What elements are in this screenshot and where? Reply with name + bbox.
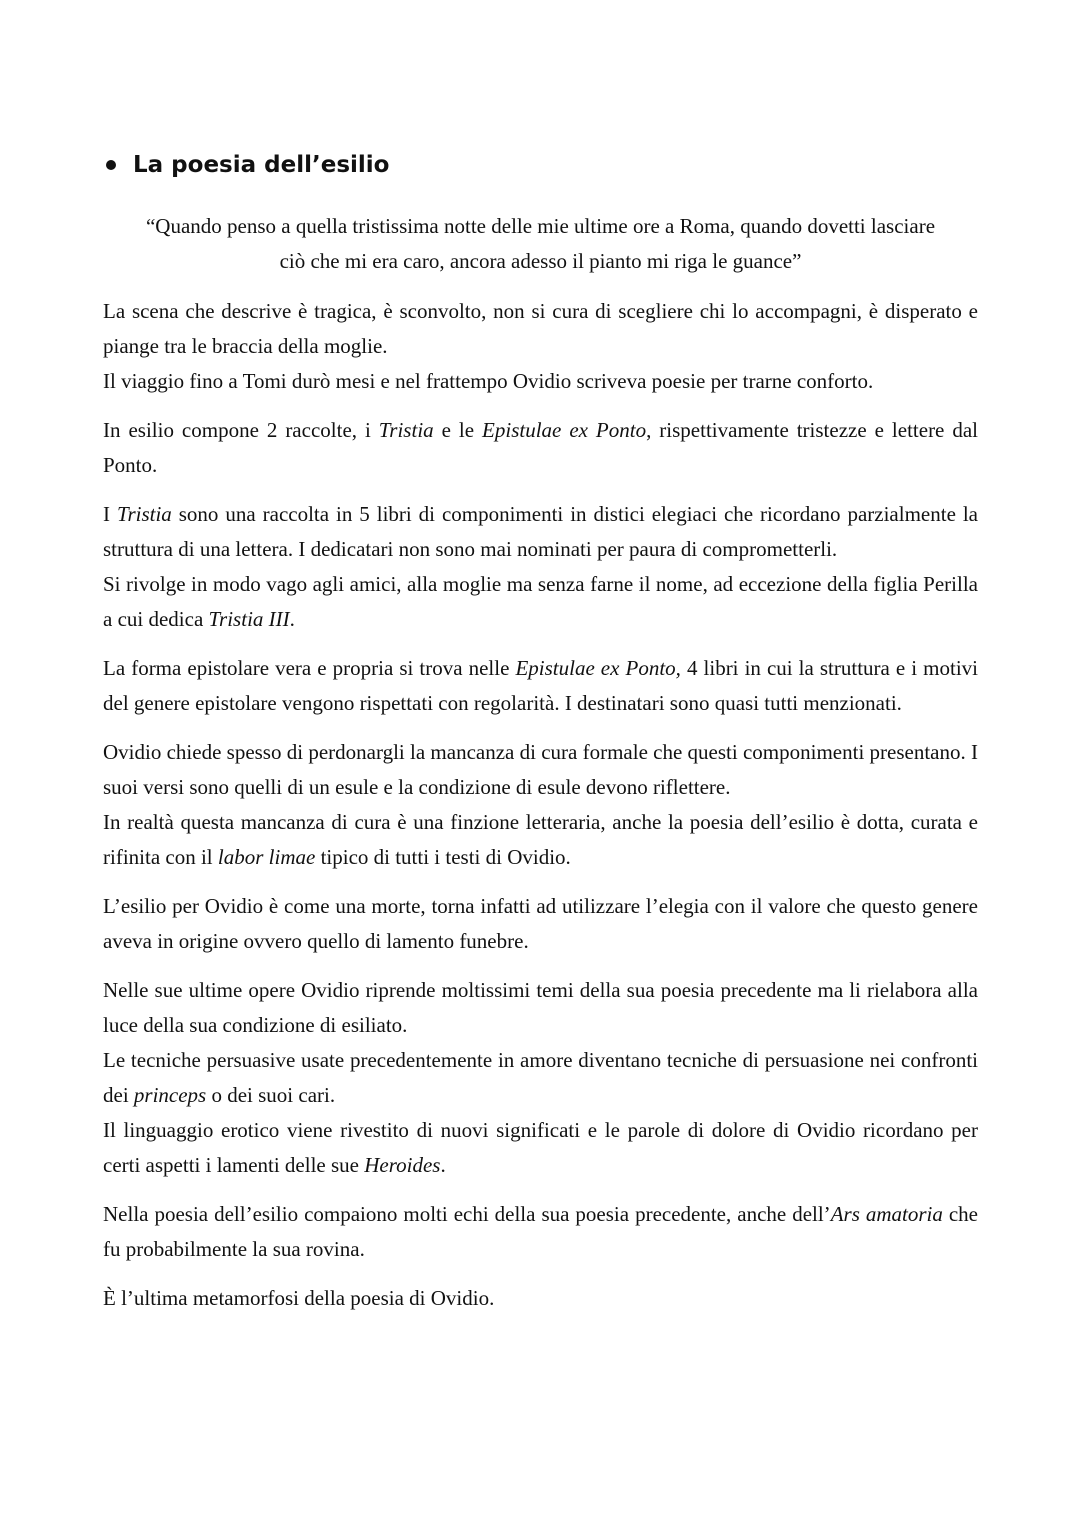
paragraph-1-line-1: La scena che descrive è tragica, è sconvolto, non si cura di scegliere chi lo accompagni, è disperato e piange tra le braccia della moglie. [103, 299, 978, 358]
paragraph-7-text-d: Il linguaggio erotico viene rivestito di nuovi significati e le parole di dolore di Ovidio ricordano per certi aspetti i lamenti delle sue [103, 1118, 978, 1177]
paragraph-7 [103, 973, 978, 1183]
paragraph-3-text-d: Si rivolge in modo vago agli amici, alla moglie ma senza farne il nome, ad eccezione della figlia Perilla a cui dedica [103, 572, 978, 631]
quote-block: “Quando penso a quella tristissima notte delle mie ultime ore a Roma, quando dovetti lasciare ciò che mi era caro, ancora adesso il pianto mi riga le guance” [145, 214, 936, 273]
paragraph-8-text-c: che fu probabilmente la sua rovina. [103, 1202, 978, 1261]
section-heading [103, 145, 978, 185]
title-tristia-iii: Tristia III [208, 607, 290, 631]
paragraph-1 [103, 294, 978, 399]
paragraph-5-line-2 [103, 805, 978, 875]
paragraph-3-text-f: . [289, 607, 295, 631]
title-epistulae: Epistulae ex Ponto [482, 418, 647, 442]
paragraph-4-text-c: 4 libri in cui la struttura e i motivi del genere epistolare vengono rispettati con regolarità. I destinatari sono quasi tutti menzionati. [103, 656, 978, 715]
title-epistulae: Epistulae ex Ponto, [515, 656, 681, 680]
paragraph-1-line-2: Il viaggio fino a Tomi durò mesi e nel frattempo Ovidio scriveva poesie per trarne conforto. [103, 369, 874, 393]
paragraph-5-text-a: In realtà questa mancanza di cura è una finzione letteraria, anche la poesia dell’esilio è dotta, curata e rifinita con il [103, 810, 978, 869]
bullet-icon [106, 160, 116, 170]
paragraph-7-text-c: o dei suoi cari. [206, 1083, 336, 1107]
paragraph-7-line-2 [103, 1043, 978, 1113]
paragraph-9: È l’ultima metamorfosi della poesia di Ovidio. [103, 1286, 495, 1310]
title-ars-amatoria: Ars amatoria [830, 1202, 943, 1226]
paragraph-2 [103, 413, 978, 483]
paragraph-3-line-1 [103, 497, 978, 567]
title-heroides: Heroides [364, 1153, 441, 1177]
paragraph-7-text-a: Le tecniche persuasive usate precedentemente in amore diventano tecniche di persuasione nei confronti dei [103, 1048, 978, 1107]
paragraph-3 [103, 497, 978, 637]
paragraph-7-text-f: . [440, 1153, 446, 1177]
term-princeps: princeps [133, 1083, 207, 1107]
paragraph-4 [103, 651, 978, 721]
term-labor-limae: labor limae [217, 845, 316, 869]
paragraph-7-line-1: Nelle sue ultime opere Ovidio riprende moltissimi temi della sua poesia precedente ma li rielabora alla luce della sua condizione di esiliato. [103, 978, 978, 1037]
paragraph-5 [103, 735, 978, 875]
paragraph-2-text-e: , rispettivamente tristezze e lettere dal Ponto. [103, 418, 979, 477]
paragraph-4-text-a: La forma epistolare vera e propria si trova nelle [103, 656, 516, 680]
paragraph-3-text-a: I [103, 502, 117, 526]
paragraph-3-text-c: sono una raccolta in 5 libri di componimenti in distici elegiaci che ricordano parzialmente la struttura di una lettera. I dedicatari non sono mai nominati per paura di comprometterli. [103, 502, 978, 561]
title-tristia: Tristia [116, 502, 172, 526]
document-page [103, 145, 978, 1330]
paragraph-2-text-a: In esilio compone 2 raccolte, i [103, 418, 379, 442]
paragraph-3-line-2 [103, 567, 978, 637]
paragraph-8-text-a: Nella poesia dell’esilio compaiono molti echi della sua poesia precedente, anche dell’ [103, 1202, 831, 1226]
title-tristia: Tristia [378, 418, 434, 442]
paragraph-2-text-c: e le [433, 418, 483, 442]
paragraph-5-text-c: tipico di tutti i testi di Ovidio. [315, 845, 571, 869]
paragraph-5-line-1: Ovidio chiede spesso di perdonargli la mancanza di cura formale che questi componimenti presentano. I suoi versi sono quelli di un esule e la condizione di esule devono riflettere. [103, 740, 978, 799]
paragraph-8 [103, 1197, 978, 1267]
paragraph-7-line-3 [103, 1113, 978, 1183]
heading-text: La poesia dell’esilio [133, 152, 390, 178]
paragraph-6: L’esilio per Ovidio è come una morte, torna infatti ad utilizzare l’elegia con il valore che questo genere aveva in origine ovvero quello di lamento funebre. [103, 894, 978, 953]
